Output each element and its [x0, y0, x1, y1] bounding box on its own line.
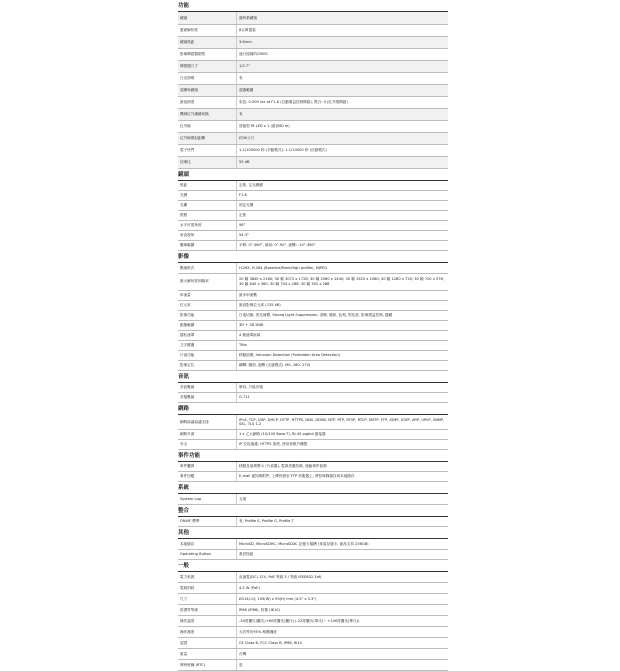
section-heading: 網路 — [178, 405, 448, 415]
spec-label: 網路介面 — [178, 429, 237, 439]
spec-row — [178, 132, 448, 144]
spec-value: 55 dB — [237, 156, 449, 168]
section-heading: 整合 — [178, 507, 448, 517]
spec-row — [178, 638, 448, 649]
spec-label: 本地儲存 — [178, 539, 237, 549]
section-heading: 音訊 — [178, 373, 448, 383]
spec-value: 單向, 只能音頻 — [237, 383, 449, 393]
spec-value: 支援 — [237, 494, 449, 504]
spec-row — [178, 350, 448, 360]
spec-value: 1 x 乙太網路 (10/100 Base-T), RJ-45 pigtail 連接器 — [237, 429, 449, 439]
spec-label: 影像功能 — [178, 310, 237, 320]
spec-row — [178, 583, 448, 594]
spec-value: 3.6mm — [237, 36, 449, 48]
spec-value: MicroSD, MicroSDHC, MicroSDXC 記憶卡插槽 (來賓存儲卡, 最高支持 256GB) — [237, 539, 449, 549]
spec-row — [178, 108, 448, 120]
spec-row — [178, 383, 448, 393]
spec-value: 彩色: 0.009 lux at F1.6 (自動增益控制開啟), 黑白: 0 (紅外燈開啟) — [237, 96, 449, 108]
section-heading: 功能 — [178, 2, 448, 12]
spec-row — [178, 144, 448, 156]
spec-row — [178, 649, 448, 660]
spec-label: ONVIF 標準 — [178, 517, 237, 527]
spec-value: G.711 — [237, 393, 449, 403]
spec-row — [178, 191, 448, 201]
spec-label: 文字覆疊 — [178, 340, 237, 350]
spec-value: IPv4, TCP, UDP, DHCP, HTTP, HTTPS, DNS, DDNS, NTP, RTP, RTSP, RTCP, SMTP, FTP, IGMP, ICMP, ARP, UPnP, SNMP, SSL, TLS 1.2 — [237, 415, 449, 429]
spec-label: 操作溫度 — [178, 616, 237, 627]
spec-value: 移動及偵測警示 (片偵器), 電源供應故障, 遮蔽事件偵測 — [237, 462, 449, 472]
spec-label: 鏡頭 — [178, 12, 237, 24]
spec-label: 焦距 — [178, 181, 237, 191]
spec-label: 防護等等級 — [178, 605, 237, 616]
spec-value: 有, Profile S, Profile G, Profile T — [237, 517, 449, 527]
spec-row — [178, 415, 448, 429]
spec-sheet — [178, 0, 448, 671]
spec-value: 約30公尺 — [237, 132, 449, 144]
spec-row — [178, 36, 448, 48]
spec-row — [178, 241, 448, 251]
spec-row — [178, 616, 448, 627]
spec-row — [178, 12, 448, 24]
spec-label: 動態範圍 — [178, 320, 237, 330]
spec-label: 最大解析度和幀率 — [178, 273, 237, 290]
spec-row — [178, 310, 448, 320]
spec-label: 機械紅外濾鏡切換 — [178, 108, 237, 120]
spec-value: 有 — [237, 72, 449, 84]
spec-label: 影像定位 — [178, 360, 237, 370]
spec-value: IP66 (IP66), 防暴 (IK10) — [237, 605, 449, 616]
spec-row — [178, 549, 448, 559]
spec-value: CE Class B, FCC Class B, IP66, IK10 — [237, 638, 449, 649]
spec-label: 影像傳感器類型 — [178, 48, 237, 60]
spec-row — [178, 627, 448, 638]
spec-label: 電力來源 — [178, 572, 237, 583]
spec-row — [178, 320, 448, 330]
spec-row — [178, 201, 448, 211]
spec-row — [178, 472, 448, 482]
spec-row — [178, 660, 448, 671]
spec-row — [178, 439, 448, 449]
spec-label: 光闌 — [178, 201, 237, 211]
spec-value: -30度攝氏(攝氏)+60度攝氏(攝氏) (-22度攝氏(華氏)~ +140度攝氏(華氏)) — [237, 616, 449, 627]
spec-value: Ø114(-0); 105(W) x 93(H) mm (4.5" x 3.3") — [237, 594, 449, 605]
spec-value: H.265, H.264 (Baseline/Main/High profile), MJPEG — [237, 263, 449, 273]
spec-value: 固定光圈 — [237, 201, 449, 211]
spec-value: 1-1/100000 秒 (手動模式); 1-1/10000 秒 (自動模式) — [237, 144, 449, 156]
spec-label: 紅外線 — [178, 120, 237, 132]
spec-value: 智能型 IR LED x 1 (最高60 m) — [237, 120, 449, 132]
spec-value: 3D + 3D DNR — [237, 320, 449, 330]
spec-value: 日夜切換, 背光補償, Strong Light Suppression, 清晰, 飽和, 色相, 對比度, 影像增益控制, 隱藏 — [237, 310, 449, 320]
spec-label: 事件回應 — [178, 472, 237, 482]
spec-table — [178, 181, 448, 252]
spec-value: 大於等於95% 相關濕度 — [237, 627, 449, 638]
section-heading: 系統 — [178, 484, 448, 494]
section-heading: 事件功能 — [178, 452, 448, 462]
spec-value: 移動偵測, Intrusion Detection (Forbidden Area Detection) — [237, 350, 449, 360]
spec-value: 平移: 0°-360°, 傾斜: 0°-90°, 旋轉: -10°-360° — [237, 241, 449, 251]
spec-label: 畫面解析度 — [178, 24, 237, 36]
spec-label: 實時時鐘 (RTC) — [178, 660, 237, 671]
spec-label: 音訊壓縮 — [178, 383, 237, 393]
spec-row — [178, 330, 448, 340]
spec-row — [178, 231, 448, 241]
spec-label: 攝像範圍 — [178, 241, 237, 251]
section-heading: 其他 — [178, 529, 448, 539]
spec-label: 光圈 — [178, 191, 237, 201]
spec-label: 壓縮格式 — [178, 263, 237, 273]
spec-label: 事件觸發 — [178, 462, 237, 472]
spec-label: 超廣角鏡頭 — [178, 84, 237, 96]
spec-row — [178, 120, 448, 132]
spec-row — [178, 572, 448, 583]
spec-value: IP 位址過濾, HTTPS 加密, 使用者帳戶權限 — [237, 439, 449, 449]
spec-value: 過時系鏡頭 — [237, 12, 449, 24]
spec-row — [178, 290, 448, 300]
spec-value: 超過範圍 — [237, 84, 449, 96]
spec-value: 最高影像位元率 (135 kB) — [237, 300, 449, 310]
section-heading: 鏡頭 — [178, 171, 448, 181]
spec-table — [178, 572, 448, 671]
spec-row — [178, 221, 448, 231]
spec-label: Operating Button — [178, 549, 237, 559]
spec-value: 是 — [237, 660, 449, 671]
spec-label: 片偵功能 — [178, 350, 237, 360]
spec-row — [178, 60, 448, 72]
spec-row — [178, 96, 448, 108]
spec-row — [178, 72, 448, 84]
spec-label: 隱私遮罩 — [178, 330, 237, 340]
spec-value: 20 幀 3840 x 2160; 30 幀 3072 x 1728; 30 幀 2560 x 1440; 30 幀 1920 x 1080; 30 幀 1280 x 720; 30 幀 720 x 576; 30 幀 640 x 360; 30 幀 704 x 288; 30 幀 352 x 288 — [237, 273, 449, 290]
spec-table — [178, 383, 448, 404]
spec-label: 串流量 — [178, 290, 237, 300]
spec-label: 操作濕度 — [178, 627, 237, 638]
spec-label: 位元率 — [178, 300, 237, 310]
spec-row — [178, 24, 448, 36]
spec-value: Title — [237, 340, 449, 350]
spec-value: 翻轉, 鏡面, 旋轉 (走廊模式) (90, 180, 270) — [237, 360, 449, 370]
spec-label: 信噪比 — [178, 156, 237, 168]
spec-row — [178, 517, 448, 527]
spec-label: 紅外線照射距離 — [178, 132, 237, 144]
spec-table — [178, 517, 448, 528]
spec-value: 定焦, 定光圈鏡 — [237, 181, 449, 191]
spec-label: 白光照明 — [178, 72, 237, 84]
section-heading: 一般 — [178, 562, 448, 572]
spec-label: 垂直視角 — [178, 231, 237, 241]
spec-row — [178, 84, 448, 96]
spec-label: 音頻壓縮 — [178, 393, 237, 403]
spec-table — [178, 12, 448, 169]
spec-label: 電源消耗 — [178, 583, 237, 594]
spec-label: 電子快門 — [178, 144, 237, 156]
spec-label: 焦點 — [178, 211, 237, 221]
spec-row — [178, 462, 448, 472]
spec-row — [178, 273, 448, 290]
spec-value: 定焦 — [237, 211, 449, 221]
spec-table — [178, 415, 448, 450]
spec-table — [178, 494, 448, 505]
spec-value: 台灣 — [237, 649, 449, 660]
spec-row — [178, 539, 448, 549]
spec-value: 54.3° — [237, 231, 449, 241]
spec-row — [178, 594, 448, 605]
section-heading: 影像 — [178, 253, 448, 263]
spec-label: 鏡頭焦距 — [178, 36, 237, 48]
spec-label: 水平可視角度 — [178, 221, 237, 231]
spec-value: 4 個遮罩區域 — [237, 330, 449, 340]
spec-value: 重設按鈕 — [237, 549, 449, 559]
spec-row — [178, 605, 448, 616]
spec-row — [178, 429, 448, 439]
spec-table — [178, 263, 448, 371]
spec-row — [178, 156, 448, 168]
spec-row — [178, 300, 448, 310]
spec-row — [178, 181, 448, 191]
spec-value: 直流電(DC) 12V, PoE 等級 3 / 等級 IEEE802.3af) — [237, 572, 449, 583]
spec-row — [178, 340, 448, 350]
spec-label: 傳感器尺寸 — [178, 60, 237, 72]
spec-table — [178, 539, 448, 560]
spec-label: 尺寸 — [178, 594, 237, 605]
spec-value: 最多串流數 — [237, 290, 449, 300]
spec-label: 重量 — [178, 649, 237, 660]
spec-row — [178, 211, 448, 221]
spec-table — [178, 462, 448, 483]
spec-value: 4.5 W (PoE) — [237, 583, 449, 594]
spec-row — [178, 263, 448, 273]
spec-row — [178, 360, 448, 370]
spec-label: 網路協議協議支援 — [178, 415, 237, 429]
spec-value: 逐行掃描的CMOS — [237, 48, 449, 60]
spec-label: 最低照度 — [178, 96, 237, 108]
spec-row — [178, 393, 448, 403]
spec-row — [178, 494, 448, 504]
spec-row — [178, 48, 448, 60]
spec-label: System Log — [178, 494, 237, 504]
spec-value: 1/2.7" — [237, 60, 449, 72]
spec-value: E-mail 通知與附件, 上傳快照至 FTP 伺服器上, 將影像錄儲存到本地儲存 — [237, 472, 449, 482]
spec-label: 安全 — [178, 439, 237, 449]
spec-value: F1.6 — [237, 191, 449, 201]
spec-value: 8百萬畫素 — [237, 24, 449, 36]
spec-value: 有 — [237, 108, 449, 120]
spec-label: 認證 — [178, 638, 237, 649]
spec-value: 98° — [237, 221, 449, 231]
